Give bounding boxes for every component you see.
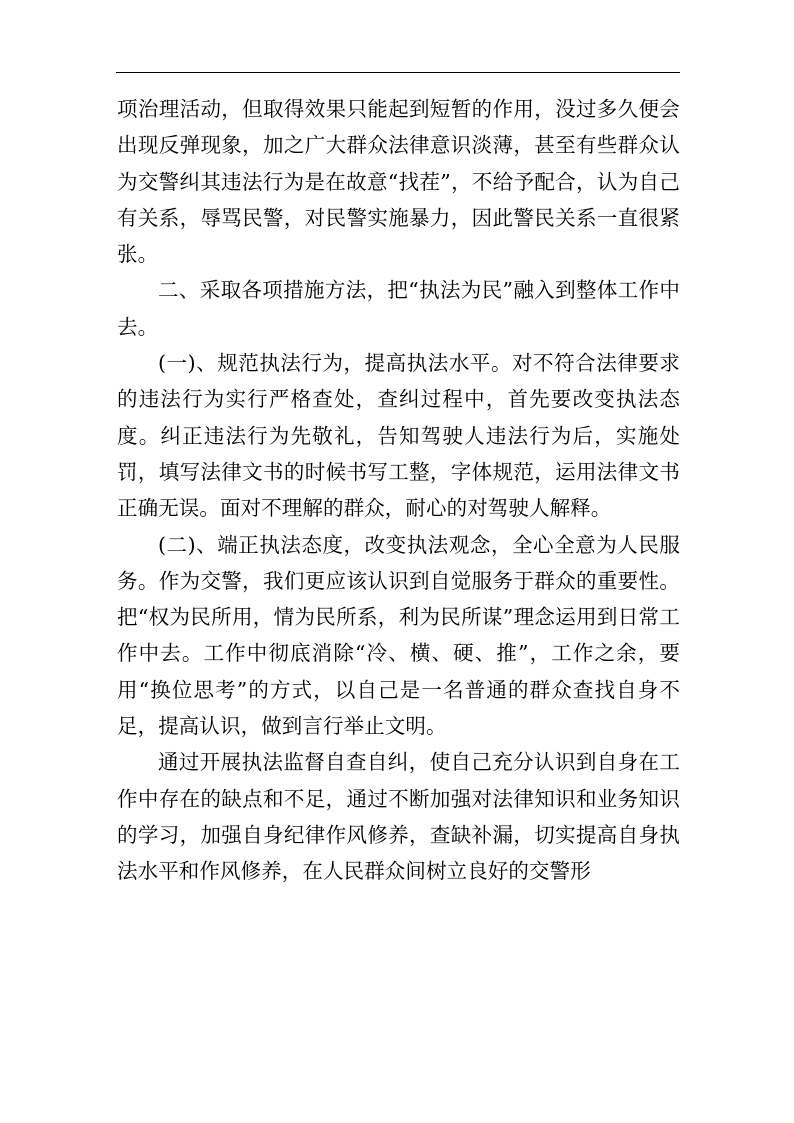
document-body <box>117 91 680 890</box>
paragraph-2-section-heading: 二、采取各项措施方法，把“执法为民”融入到整体工作中去。 <box>117 278 680 339</box>
paragraph-3-subsection-1: (一)、规范执法行为，提高执法水平。对不符合法律要求的违法行为实行严格查处，查纠过程中，首先要改变执法态度。纠正违法行为先敬礼，告知驾驶人违法行为后，实施处罚，填写法律文书的时候书写工整，字体规范，运用法律文书正确无误。面对不理解的群众，耐心的对驾驶人解释。 <box>117 351 680 521</box>
header-rule <box>116 72 680 73</box>
paragraph-1: 项治理活动，但取得效果只能起到短暂的作用，没过多久便会出现反弹现象，加之广大群众法律意识淡薄，甚至有些群众认为交警纠其违法行为是在故意“找茬”，不给予配合，认为自己有关系，辱骂民警，对民警实施暴力，因此警民关系一直很紧张。 <box>117 97 680 267</box>
paragraph-5: 通过开展执法监督自查自纠，使自己充分认识到自身在工作中存在的缺点和不足，通过不断加强对法律知识和业务知识的学习，加强自身纪律作风修养，查缺补漏，切实提高自身执法水平和作风修养，在人民群众间树立良好的交警形 <box>117 750 680 884</box>
paragraph-4-subsection-2: (二)、端正执法态度，改变执法观念，全心全意为人民服务。作为交警，我们更应该认识到自觉服务于群众的重要性。把“权为民所用，情为民所系，利为民所谋”理念运用到日常工作中去。工作中彻底消除“冷、横、硬、推”，工作之余，要用“换位思考”的方式，以自己是一名普通的群众查找自身不足，提高认识，做到言行举止文明。 <box>117 532 680 739</box>
